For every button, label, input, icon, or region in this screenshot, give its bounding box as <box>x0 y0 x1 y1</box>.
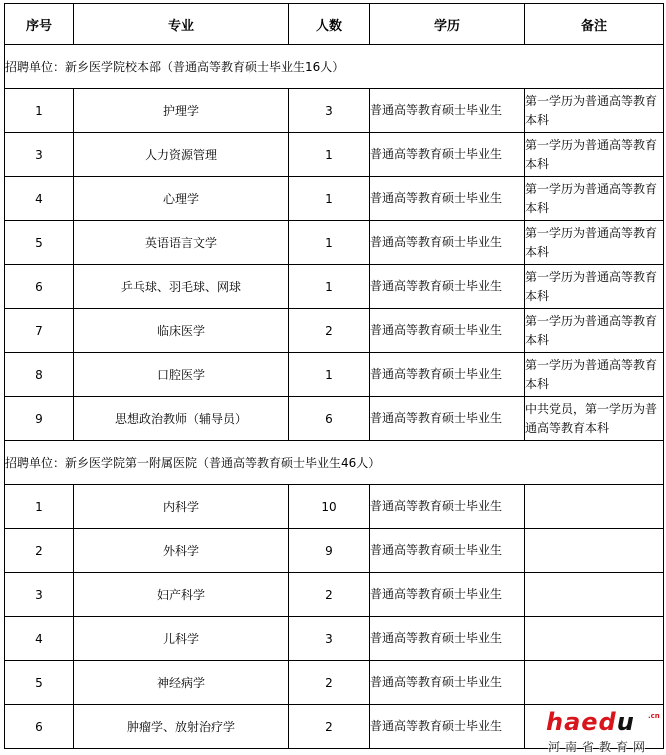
degree-cell: 普通高等教育硕士毕业生 <box>370 89 525 133</box>
degree-cell: 普通高等教育硕士毕业生 <box>370 661 525 705</box>
header-degree: 学历 <box>370 4 525 45</box>
seq-cell: 4 <box>5 177 74 221</box>
header-count: 人数 <box>289 4 370 45</box>
table-row <box>5 353 664 397</box>
watermark-site-name: 河南省教育网 <box>548 740 651 754</box>
count-cell: 6 <box>289 397 370 441</box>
seq-cell: 6 <box>5 705 74 749</box>
seq-cell: 3 <box>5 573 74 617</box>
seq-cell: 1 <box>5 485 74 529</box>
count-cell: 3 <box>289 617 370 661</box>
table-header-row <box>5 4 664 45</box>
seq-cell: 8 <box>5 353 74 397</box>
major-cell: 肿瘤学、放射治疗学 <box>74 705 289 749</box>
degree-cell: 普通高等教育硕士毕业生 <box>370 617 525 661</box>
header-seq: 序号 <box>5 4 74 45</box>
header-note: 备注 <box>525 4 664 45</box>
note-cell: 第一学历为普通高等教育本科 <box>525 221 664 265</box>
seq-cell: 1 <box>5 89 74 133</box>
degree-cell: 普通高等教育硕士毕业生 <box>370 397 525 441</box>
count-cell: 3 <box>289 89 370 133</box>
note-cell <box>525 529 664 573</box>
table-row <box>5 133 664 177</box>
table-row <box>5 529 664 573</box>
section-title: 招聘单位：新乡医学院第一附属医院（普通高等教育硕士毕业生46人） <box>5 441 664 485</box>
degree-cell: 普通高等教育硕士毕业生 <box>370 177 525 221</box>
degree-cell: 普通高等教育硕士毕业生 <box>370 573 525 617</box>
seq-cell: 5 <box>5 221 74 265</box>
major-cell: 人力资源管理 <box>74 133 289 177</box>
table-body <box>5 45 664 749</box>
watermark-brand-text: haed <box>546 708 617 736</box>
table-row <box>5 397 664 441</box>
section-header-row <box>5 441 664 485</box>
table-row <box>5 265 664 309</box>
note-cell: 中共党员，第一学历为普通高等教育本科 <box>525 397 664 441</box>
count-cell: 1 <box>289 133 370 177</box>
seq-cell: 5 <box>5 661 74 705</box>
watermark-brand-u: u <box>616 708 635 736</box>
table-row <box>5 573 664 617</box>
degree-cell: 普通高等教育硕士毕业生 <box>370 529 525 573</box>
count-cell: 1 <box>289 221 370 265</box>
note-cell <box>525 661 664 705</box>
header-major: 专业 <box>74 4 289 45</box>
count-cell: 2 <box>289 661 370 705</box>
major-cell: 神经病学 <box>74 661 289 705</box>
table-row <box>5 309 664 353</box>
degree-cell: 普通高等教育硕士毕业生 <box>370 133 525 177</box>
table-row <box>5 661 664 705</box>
major-cell: 英语语言文学 <box>74 221 289 265</box>
major-cell: 内科学 <box>74 485 289 529</box>
count-cell: 10 <box>289 485 370 529</box>
major-cell: 护理学 <box>74 89 289 133</box>
degree-cell: 普通高等教育硕士毕业生 <box>370 309 525 353</box>
note-cell: 第一学历为普通高等教育本科 <box>525 265 664 309</box>
seq-cell: 2 <box>5 529 74 573</box>
major-cell: 心理学 <box>74 177 289 221</box>
major-cell: 临床医学 <box>74 309 289 353</box>
haedu-watermark-logo <box>540 708 666 755</box>
major-cell: 思想政治教师（辅导员） <box>74 397 289 441</box>
note-cell <box>525 573 664 617</box>
note-cell <box>525 617 664 661</box>
count-cell: 1 <box>289 265 370 309</box>
seq-cell: 4 <box>5 617 74 661</box>
seq-cell: 3 <box>5 133 74 177</box>
degree-cell: 普通高等教育硕士毕业生 <box>370 221 525 265</box>
count-cell: 2 <box>289 309 370 353</box>
note-cell: 第一学历为普通高等教育本科 <box>525 133 664 177</box>
table-row <box>5 221 664 265</box>
note-cell: 第一学历为普通高等教育本科 <box>525 309 664 353</box>
major-cell: 外科学 <box>74 529 289 573</box>
seq-cell: 7 <box>5 309 74 353</box>
watermark-brand <box>546 708 635 736</box>
seq-cell: 9 <box>5 397 74 441</box>
note-cell: 第一学历为普通高等教育本科 <box>525 89 664 133</box>
degree-cell: 普通高等教育硕士毕业生 <box>370 265 525 309</box>
section-header-row <box>5 45 664 89</box>
count-cell: 1 <box>289 353 370 397</box>
note-cell: 第一学历为普通高等教育本科 <box>525 177 664 221</box>
table-row <box>5 485 664 529</box>
table-row <box>5 89 664 133</box>
count-cell: 2 <box>289 573 370 617</box>
note-cell: 第一学历为普通高等教育本科 <box>525 353 664 397</box>
degree-cell: 普通高等教育硕士毕业生 <box>370 353 525 397</box>
recruitment-table <box>4 3 664 749</box>
major-cell: 乒乓球、羽毛球、网球 <box>74 265 289 309</box>
count-cell: 9 <box>289 529 370 573</box>
count-cell: 1 <box>289 177 370 221</box>
seq-cell: 6 <box>5 265 74 309</box>
watermark-domain-suffix: .cn <box>648 712 660 720</box>
table-row <box>5 177 664 221</box>
table-row <box>5 617 664 661</box>
count-cell: 2 <box>289 705 370 749</box>
section-title: 招聘单位：新乡医学院校本部（普通高等教育硕士毕业生16人） <box>5 45 664 89</box>
degree-cell: 普通高等教育硕士毕业生 <box>370 705 525 749</box>
note-cell <box>525 485 664 529</box>
major-cell: 儿科学 <box>74 617 289 661</box>
major-cell: 口腔医学 <box>74 353 289 397</box>
major-cell: 妇产科学 <box>74 573 289 617</box>
degree-cell: 普通高等教育硕士毕业生 <box>370 485 525 529</box>
